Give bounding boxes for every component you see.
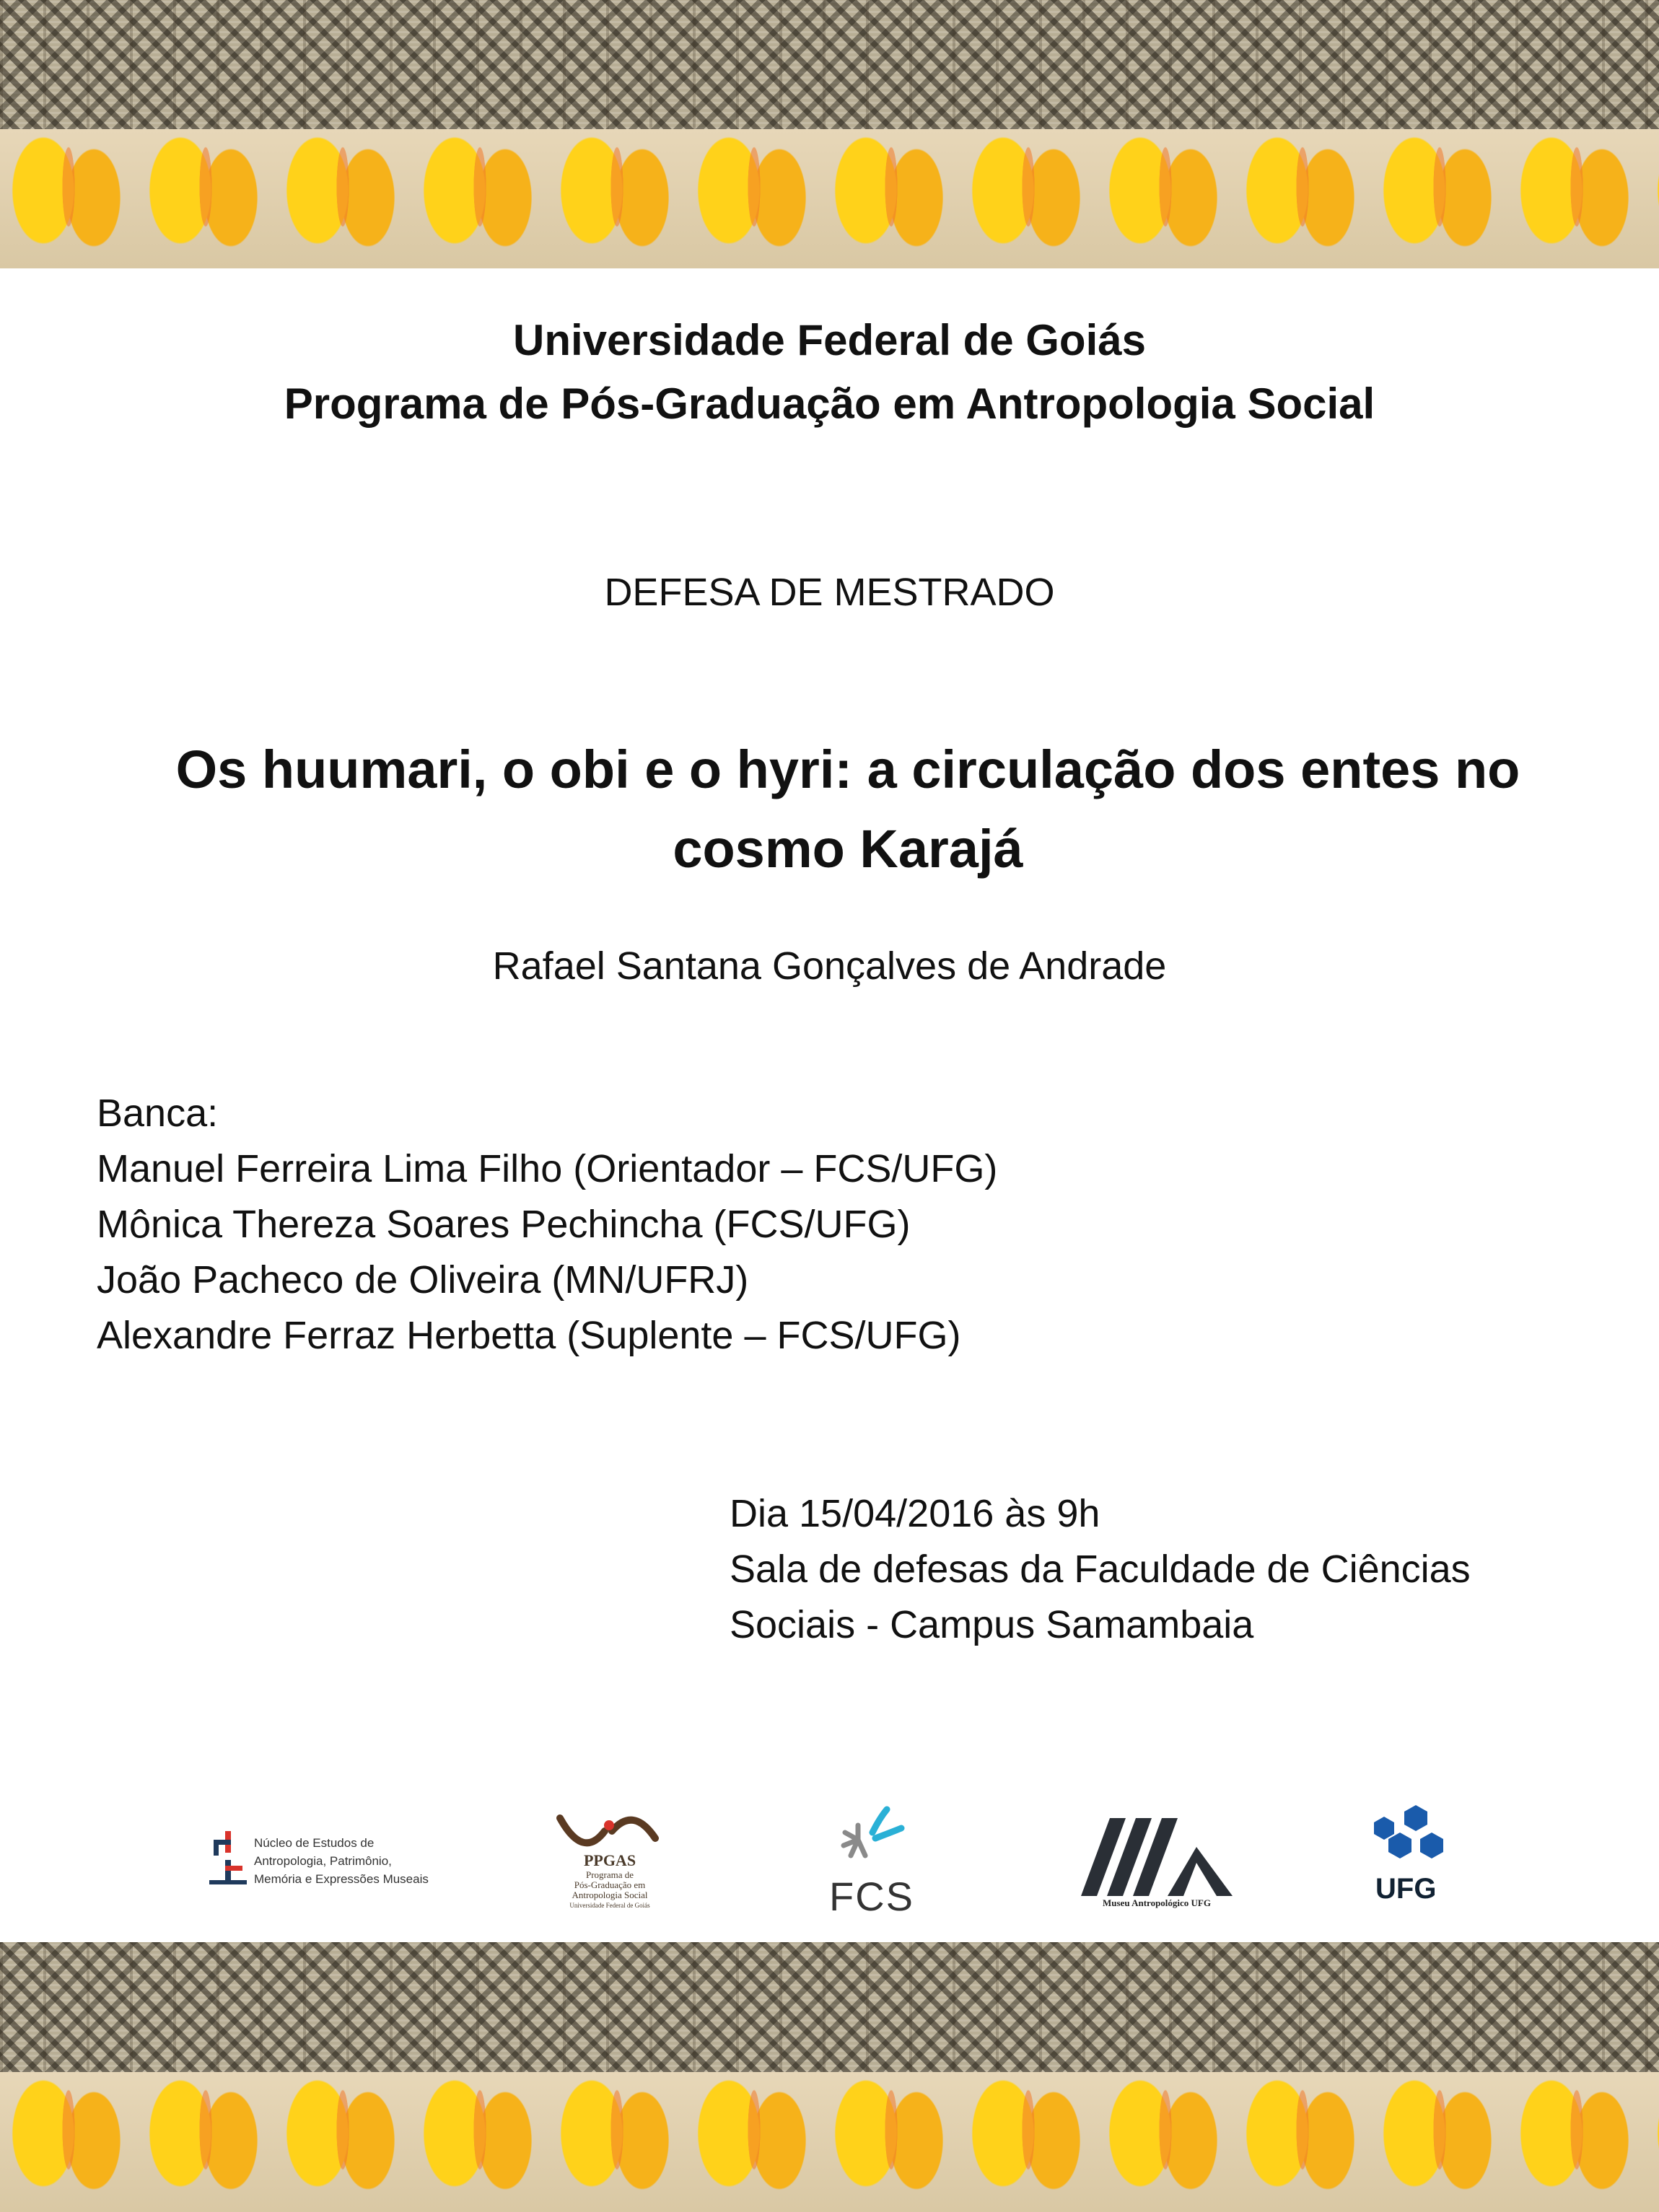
banca-section bbox=[97, 1086, 997, 1364]
woven-straw-pattern bbox=[0, 0, 1659, 139]
nucleo-text bbox=[254, 1834, 429, 1888]
ppgas-text bbox=[563, 1851, 657, 1910]
fcs-logo bbox=[826, 1804, 927, 1919]
university-name: Universidade Federal de Goiás bbox=[512, 316, 1146, 364]
ppgas-mark-icon bbox=[554, 1809, 662, 1853]
banca-member: Alexandre Ferraz Herbetta (Suplente – FCS/UFG) bbox=[97, 1314, 961, 1357]
nucleo-logo bbox=[209, 1804, 429, 1912]
museu-mark-icon bbox=[1081, 1818, 1233, 1896]
ppgas-logo bbox=[548, 1804, 671, 1912]
ppgas-line: Pós-Graduação em bbox=[574, 1879, 646, 1890]
fcs-text: FCS bbox=[829, 1874, 914, 1919]
top-decorative-band bbox=[0, 0, 1659, 268]
thesis-title: Os huumari, o obi e o hyri: a circulação dos entes no cosmo Karajá bbox=[175, 739, 1520, 879]
museu-text: Museu Antropológico UFG bbox=[1103, 1897, 1211, 1908]
yellow-feathers-pattern bbox=[0, 129, 1659, 268]
banca-label: Banca: bbox=[97, 1092, 219, 1135]
ppgas-line: Programa de bbox=[585, 1869, 634, 1880]
woven-straw-pattern bbox=[0, 1942, 1659, 2082]
bottom-decorative-band bbox=[0, 1942, 1659, 2212]
banca-member: Manuel Ferreira Lima Filho (Orientador – FCS/UFG) bbox=[97, 1147, 998, 1190]
event-info bbox=[730, 1486, 1471, 1653]
event-type: DEFESA DE MESTRADO bbox=[604, 571, 1055, 614]
yellow-feathers-pattern bbox=[0, 2072, 1659, 2212]
ufg-text: UFG bbox=[1375, 1873, 1437, 1905]
ufg-logo bbox=[1371, 1804, 1450, 1912]
ppgas-name: PPGAS bbox=[583, 1851, 636, 1869]
thesis-author: Rafael Santana Gonçalves de Andrade bbox=[492, 944, 1167, 988]
nucleo-text-line: Núcleo de Estudos de bbox=[254, 1836, 375, 1850]
ppgas-line: Universidade Federal de Goiás bbox=[569, 1902, 650, 1909]
event-place-line2: Sociais - Campus Samambaia bbox=[730, 1603, 1254, 1646]
event-place-line1: Sala de defesas da Faculdade de Ciências bbox=[730, 1548, 1471, 1591]
fcs-mark-icon bbox=[829, 1804, 909, 1876]
event-date-time: Dia 15/04/2016 às 9h bbox=[730, 1492, 1100, 1535]
nucleo-text-line: Antropologia, Patrimônio, bbox=[254, 1854, 392, 1868]
banca-member: Mônica Thereza Soares Pechincha (FCS/UFG) bbox=[97, 1203, 911, 1246]
nucleo-text-line: Memória e Expressões Museais bbox=[254, 1872, 429, 1886]
ppgas-line: Antropologia Social bbox=[572, 1890, 648, 1900]
nucleo-mark-icon bbox=[209, 1831, 247, 1889]
ufg-hexagons-icon bbox=[1371, 1804, 1443, 1873]
program-name: Programa de Pós-Graduação em Antropologia Social bbox=[284, 379, 1375, 428]
institution-header bbox=[0, 309, 1659, 436]
museu-logo bbox=[1081, 1804, 1233, 1912]
banca-member: João Pacheco de Oliveira (MN/UFRJ) bbox=[97, 1258, 749, 1302]
